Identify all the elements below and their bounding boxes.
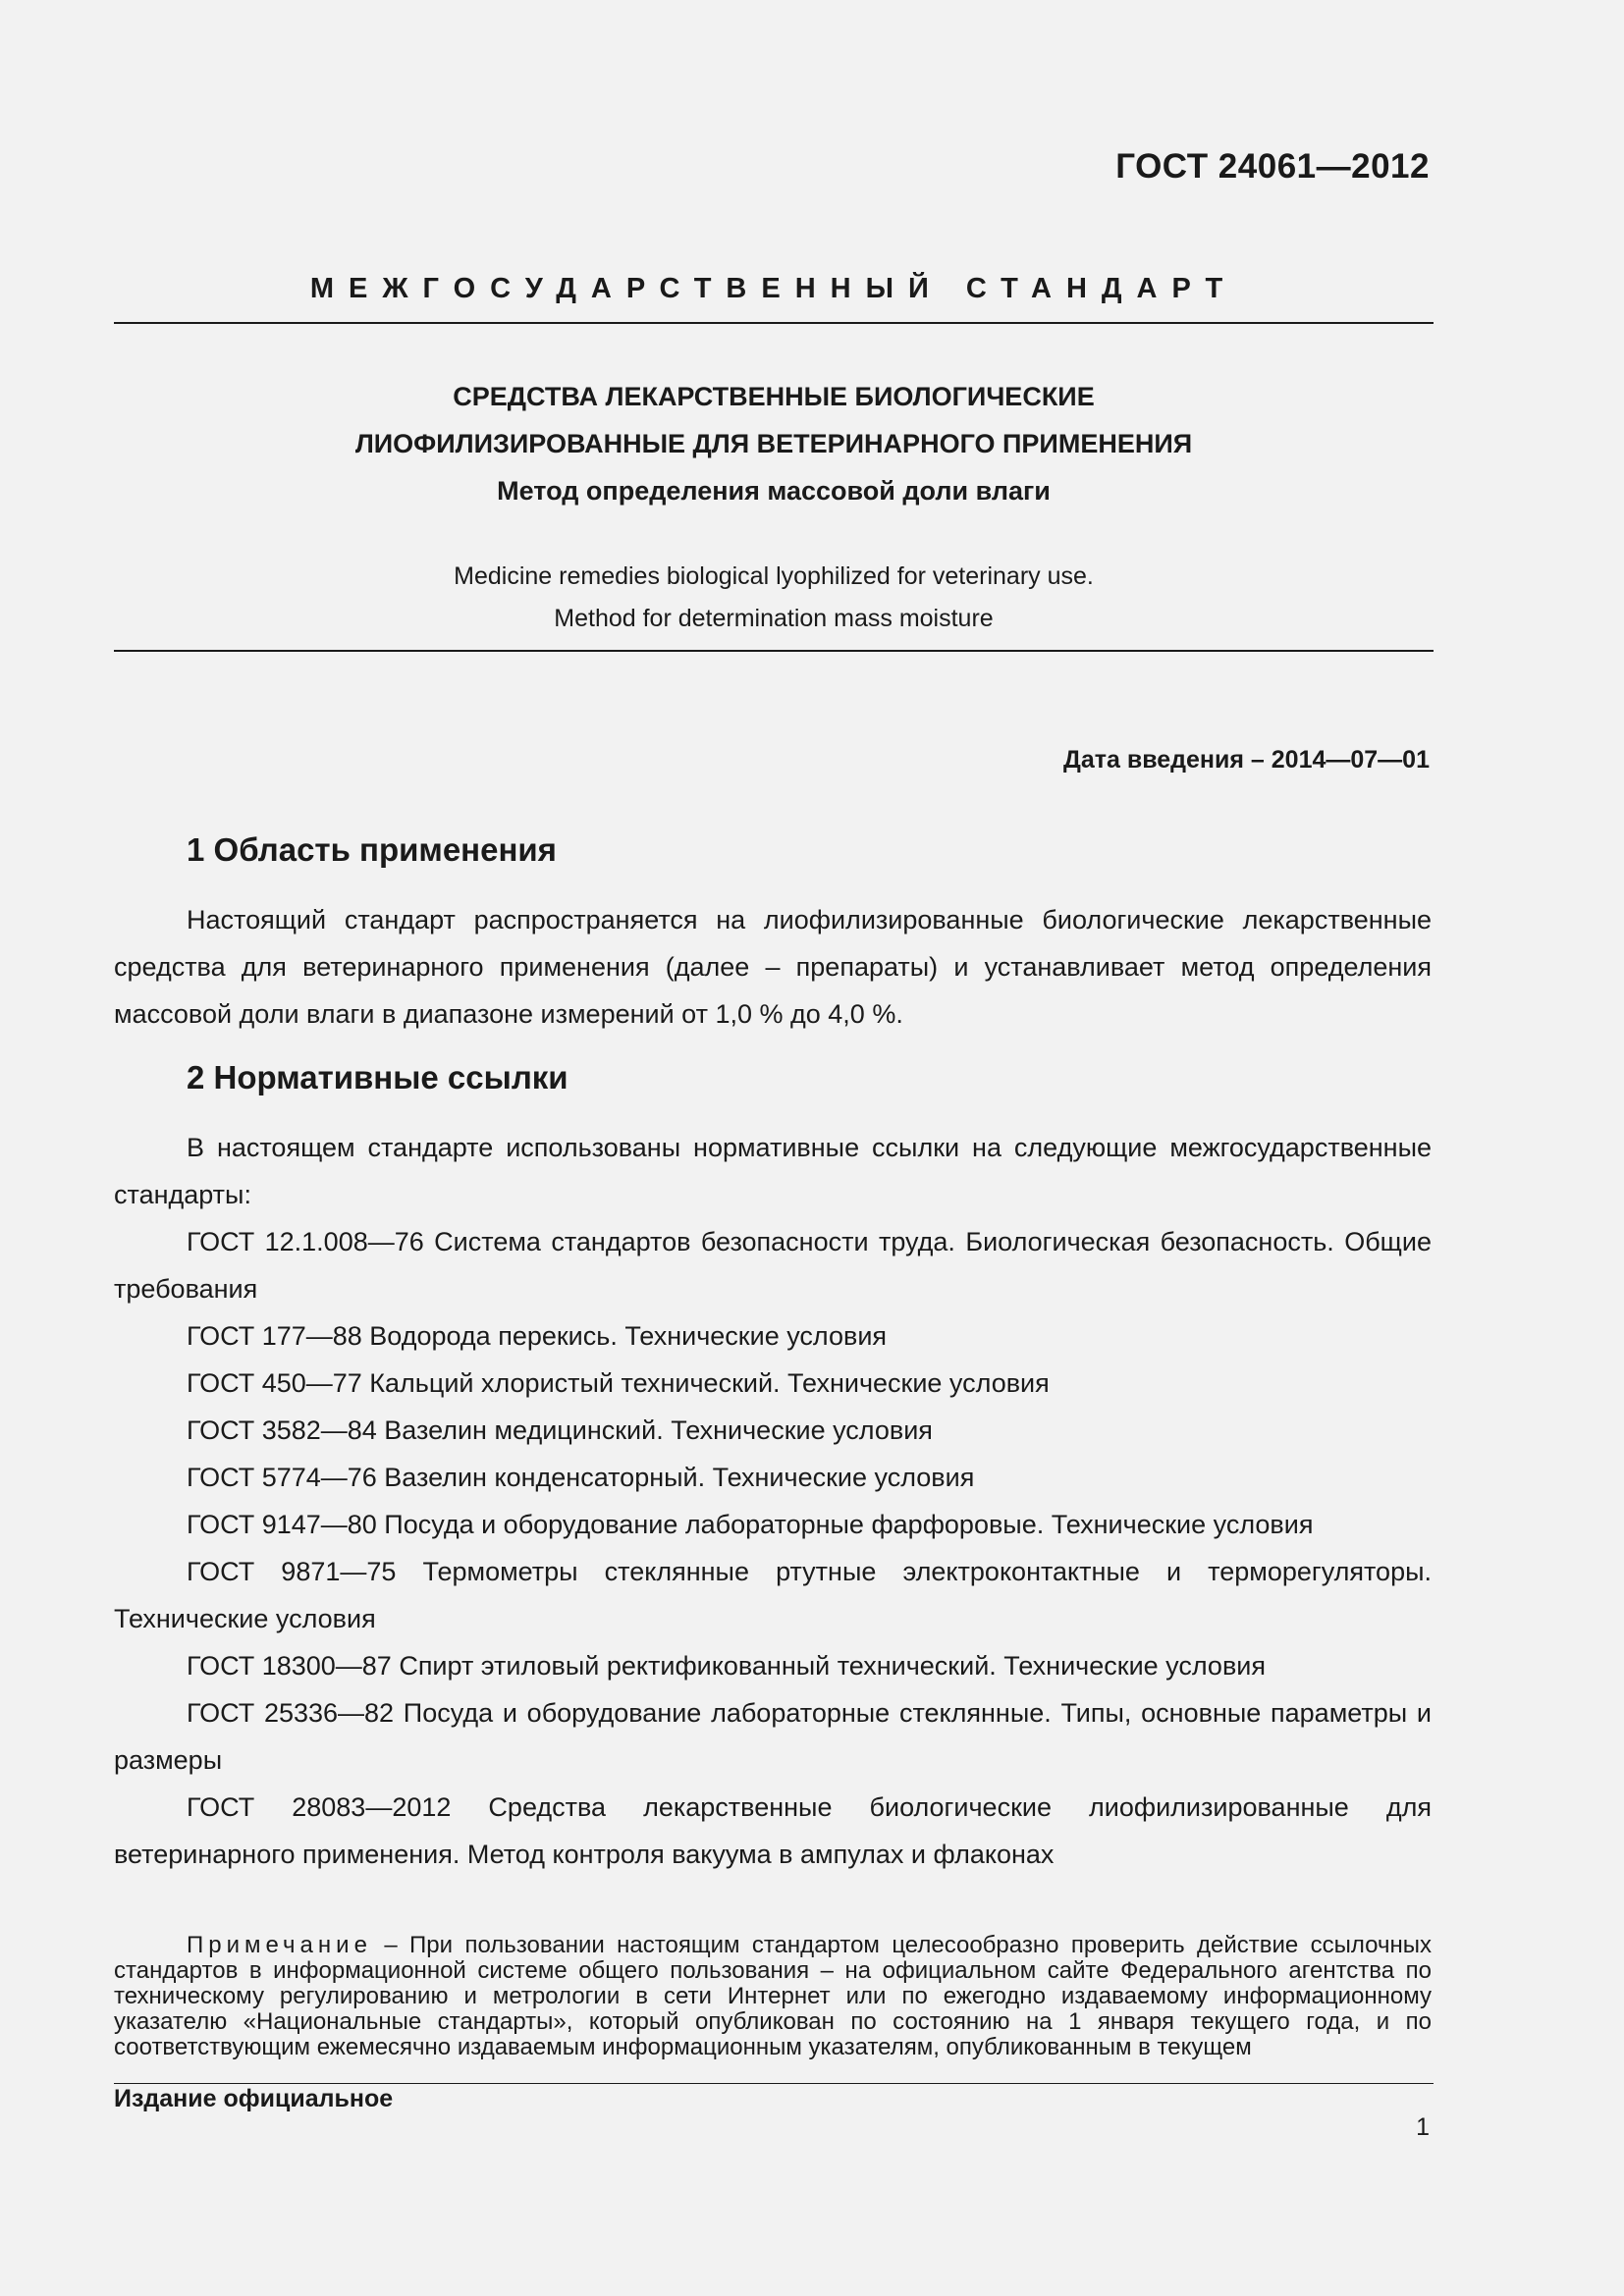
title-bottom-rule	[114, 650, 1434, 652]
title-block	[114, 373, 1434, 514]
title-top-rule	[114, 322, 1434, 324]
footer-rule	[114, 2083, 1434, 2084]
section-heading-normative-references: 2 Нормативные ссылки	[187, 1059, 568, 1095]
standard-type-heading: МЕЖГОСУДАРСТВЕННЫЙ СТАНДАРТ	[309, 273, 1238, 304]
reference-item: ГОСТ 12.1.008—76 Система стандартов безопасности труда. Биологическая безопасность. Общие требования	[114, 1227, 1432, 1304]
english-title-line-1: Medicine remedies biological lyophilized for veterinary use.	[454, 562, 1094, 590]
reference-item: ГОСТ 5774—76 Вазелин конденсаторный. Технические условия	[187, 1463, 975, 1492]
english-title-block	[114, 556, 1434, 640]
reference-list	[114, 1218, 1432, 1878]
note-text: – При пользовании настоящим стандартом целесообразно проверить действие ссылочных стандартов в информационной системе общего пользования – на официальном сайте Федерального агентства по техническому регулированию и метрологии в сети Интернет или по ежегодно издаваемому информационному указателю «Национальные стандарты», который опубликован по состоянию на 1 января текущего года, и по соответствующим ежемесячно издаваемым информационным указателям, опубликованным в текущем	[114, 1932, 1432, 2060]
reference-item: ГОСТ 25336—82 Посуда и оборудование лабораторные стеклянные. Типы, основные параметры и размеры	[114, 1698, 1432, 1775]
reference-item: ГОСТ 28083—2012 Средства лекарственные биологические лиофилизированные для ветеринарного применения. Метод контроля вакуума в ампулах и флаконах	[114, 1792, 1432, 1869]
main-content	[114, 827, 1432, 1878]
introduction-date: Дата введения – 2014—07—01	[1063, 746, 1430, 774]
reference-item: ГОСТ 177—88 Водорода перекись. Технические условия	[187, 1321, 888, 1351]
title-line-1: СРЕДСТВА ЛЕКАРСТВЕННЫЕ БИОЛОГИЧЕСКИЕ	[453, 382, 1095, 411]
title-line-2: ЛИОФИЛИЗИРОВАННЫЕ ДЛЯ ВЕТЕРИНАРНОГО ПРИМЕНЕНИЯ	[354, 429, 1193, 458]
scope-paragraph: Настоящий стандарт распространяется на лиофилизированные биологические лекарственные средства для ветеринарного применения (далее – препараты) и устанавливает метод определения массовой доли влаги в диапазоне измерений от 1,0 % до 4,0 %.	[114, 905, 1432, 1029]
edition-label: Издание официальное	[114, 2085, 394, 2112]
reference-item: ГОСТ 18300—87 Спирт этиловый ректификованный технический. Технические условия	[187, 1651, 1266, 1681]
document-number: ГОСТ 24061—2012	[1115, 147, 1430, 186]
note-block	[114, 1933, 1432, 2060]
note-label: Примечание	[187, 1932, 372, 1958]
reference-item: ГОСТ 3582—84 Вазелин медицинский. Технические условия	[187, 1415, 933, 1445]
page-number: 1	[1416, 2113, 1430, 2141]
reference-item: ГОСТ 9871—75 Термометры стеклянные ртутные электроконтактные и терморегуляторы. Технические условия	[114, 1557, 1432, 1633]
reference-item: ГОСТ 9147—80 Посуда и оборудование лабораторные фарфоровые. Технические условия	[187, 1510, 1314, 1539]
section-heading-scope: 1 Область применения	[187, 831, 557, 868]
references-intro-paragraph: В настоящем стандарте использованы нормативные ссылки на следующие межгосударственные стандарты:	[114, 1133, 1432, 1209]
reference-item: ГОСТ 450—77 Кальций хлористый технический. Технические условия	[187, 1368, 1050, 1398]
title-subtitle: Метод определения массовой доли влаги	[497, 476, 1051, 506]
english-title-line-2: Method for determination mass moisture	[554, 605, 994, 632]
